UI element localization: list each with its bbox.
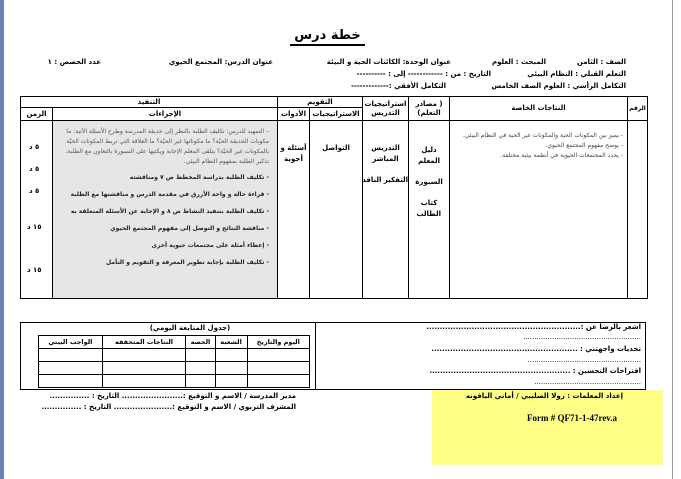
source-item: السبورة	[415, 178, 443, 186]
header-time: الزمن	[20, 107, 53, 121]
table-row	[39, 375, 310, 388]
intro-text: – التمهيد للدرس: تكليف الطلبة بالنظر إلى حديقة المدرسة وطرح الأسئلة الآتية: ما مكونات الحديقة الحيّة؟ ما مكوناتها غير الحيّة؟ ما العلاقة التي تربط المكونات الحيّة بالمكونات غير الحيّة؟ يتلقى المعلم الإجابة ويكتبها على السبورة بالتعاون مع الطلبة، تذكير الطلبة بمفهوم النظام البيئي.	[65, 128, 269, 165]
reflection-line: .....................................................	[523, 333, 641, 341]
principal-signature: مدير المدرسة / الاسم و التوقيع :....................... التاريخ : ...............	[49, 392, 296, 400]
procedure-item: - إعطاء أمثلة على مجتمعات حيوية أخرى	[151, 242, 269, 249]
followup-cell[interactable]	[102, 349, 186, 362]
followup-cell[interactable]	[247, 349, 309, 362]
followup-header: الواجب البيتي	[39, 336, 103, 349]
followup-table	[38, 335, 310, 388]
header-teaching-strategies: استراتيجيات التدريس	[362, 96, 409, 121]
date-range: التاريخ : من : ------------ إلى : ----------	[356, 70, 491, 78]
header-sources: ( مصادر التعلم)	[408, 96, 450, 121]
followup-cell[interactable]	[39, 362, 103, 375]
header-evaluation: التقويم	[277, 96, 363, 108]
eval-strategy: التواصل	[322, 144, 350, 152]
procedure-item: - تكليف الطلبة بإجابة تطوير المعرفة و التقويم و التأمل	[106, 259, 269, 266]
followup-header: الشعبه	[215, 336, 247, 349]
source-item: كتاب الطالب	[416, 199, 441, 218]
reflection-satisfied: اشعر بالرضا عن :..........................................................	[426, 323, 641, 331]
procedure-item: - قراءة حالة و واحة الأزرق في مقدمة الدرس و مناقشتها مع الطلبة	[70, 191, 269, 198]
header-procedures: الإجراءات	[52, 107, 278, 121]
grade: الصف : الثامن	[576, 58, 626, 66]
page-edge-right	[672, 0, 673, 479]
followup-cell[interactable]	[247, 375, 309, 388]
followup-cell[interactable]	[215, 362, 247, 375]
time-value: ٥ د	[29, 165, 40, 173]
procedure-item: - تكليف الطلبة بدراسة المخطط ص ٧ ومناقشته	[129, 174, 269, 181]
number-cell	[627, 120, 648, 299]
followup-cell[interactable]	[186, 375, 215, 388]
procedures-cell	[52, 120, 278, 299]
prepared-by: إعداد المعلمات : رولا الصليبي / أماني الباقونه	[465, 392, 623, 400]
vertical-integration: التكامل الرأسي : العلوم الصف الخامس	[491, 82, 626, 90]
followup-cell[interactable]	[215, 375, 247, 388]
lesson-title: عنوان الدرس: المجتمع الحيوي	[168, 58, 273, 66]
reflection-line: ...................................................	[527, 356, 641, 364]
subject: المبحث : العلوم	[491, 58, 546, 66]
time-cell	[20, 120, 53, 299]
sources-cell	[408, 120, 450, 299]
window-edge-left	[0, 0, 4, 479]
reflection-line: ................................................	[534, 378, 641, 386]
horizontal-integration: التكامل الأفقي :-------------	[351, 82, 446, 90]
time-value: ١٥ د	[27, 266, 42, 274]
eval-strategy-cell	[309, 120, 363, 299]
outcomes-cell	[449, 120, 628, 299]
time-value: ٥ د	[29, 187, 40, 195]
header-outcomes: النتاجات الخاصة	[449, 96, 628, 121]
followup-header: اليوم والتاريخ	[247, 336, 309, 349]
header-tools: الأدوات	[277, 107, 310, 121]
followup-header: النتاجات المتحققه	[102, 336, 186, 349]
followup-cell[interactable]	[102, 375, 186, 388]
procedure-item: - تكليف الطلبة بتنفيذ النشاط ص ٨ و الإجابة عن الأسئلة المتعلقة به	[70, 208, 269, 215]
outcome-item: - يوضح مفهوم المجتمع الحيوي.	[545, 142, 623, 149]
time-value: ٥ د	[29, 143, 40, 151]
source-item: دليل المعلم	[417, 146, 441, 165]
followup-cell[interactable]	[186, 362, 215, 375]
header-number: الرقم	[627, 96, 648, 121]
form-id: Form # QF71-1-47rev.a	[527, 413, 618, 423]
eval-tools: أسئلة و أجوبة	[280, 144, 307, 163]
prepared-by-box	[432, 390, 663, 465]
table-row	[39, 349, 310, 362]
followup-caption: (جدول المتابعة اليومي)	[149, 324, 231, 332]
followup-cell[interactable]	[39, 349, 103, 362]
followup-cell[interactable]	[102, 362, 186, 375]
procedure-item: - مناقشة النتائج و التوصل إلى مفهوم المجتمع الحيوي	[110, 225, 269, 232]
reflection-challenges: تحديات واجهتني : .......................................................	[431, 345, 641, 353]
periods-count: عدد الحصص : ١	[47, 58, 101, 66]
prior-learning: التعلم القبلي : النظام البيئي	[527, 70, 626, 78]
teaching-strategies-cell	[362, 120, 409, 299]
teaching-strategy: التدريس المباشر	[371, 144, 400, 163]
teaching-strategy: التفكير الناقد	[362, 176, 408, 184]
header-eval-strategies: الاستراتيجيات	[309, 107, 363, 121]
time-value: ١٥ د	[27, 223, 42, 231]
supervisor-signature: المشرف التربوي / الاسم و التوقيع :...................... التاريخ : ...............	[41, 403, 296, 411]
followup-header: الحصه	[186, 336, 215, 349]
table-row	[39, 362, 310, 375]
reflection-suggestions: اقتراحات التحسين : .....................................................	[429, 367, 641, 375]
bottom-box-divider	[315, 322, 316, 390]
followup-cell[interactable]	[39, 375, 103, 388]
header-execution: التنفيذ	[20, 96, 278, 108]
page-title: خطة درس	[290, 28, 365, 46]
followup-cell[interactable]	[186, 349, 215, 362]
outcome-item: - يميز بين المكونات الحية والمكونات غير الحية في النظام البيئي.	[462, 132, 623, 139]
outcome-item: - يحدد المجتمعات الحيوية في أنظمة بيئية مختلفة.	[500, 152, 623, 159]
unit-title: عنوان الوحدة: الكائنات الحية و البيئة	[326, 58, 451, 66]
followup-cell[interactable]	[215, 349, 247, 362]
followup-cell[interactable]	[247, 362, 309, 375]
tools-cell	[277, 120, 310, 299]
